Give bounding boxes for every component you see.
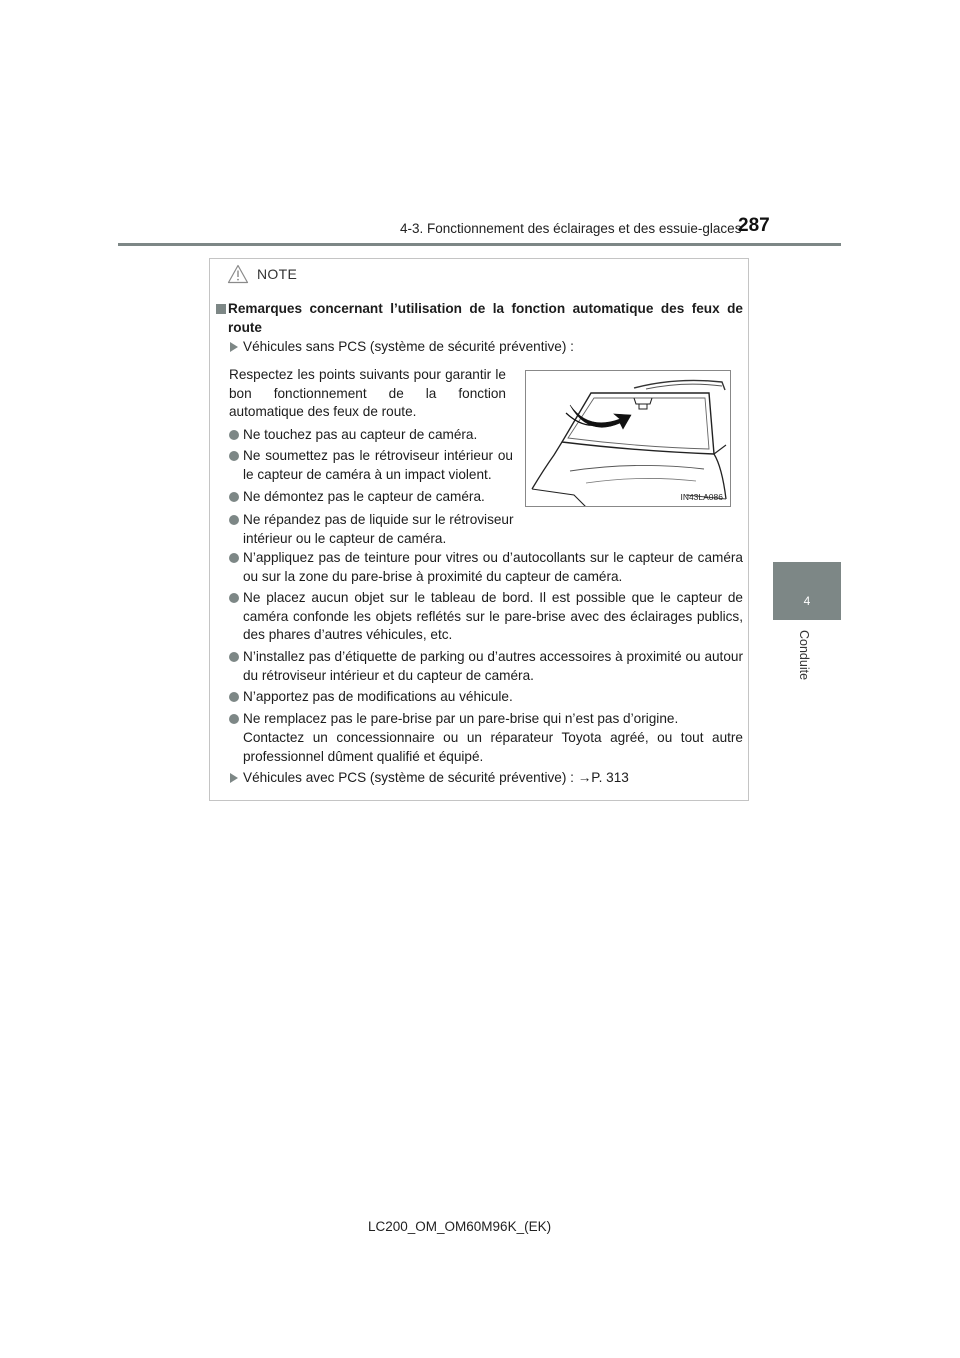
note-title: NOTE [257, 266, 298, 282]
arrow-bullet-icon [230, 342, 238, 352]
subheading-without-pcs [230, 338, 743, 357]
subheading-with-pcs-text[interactable]: Véhicules avec PCS (système de sécurité préventive) : →P. 313 [243, 770, 629, 785]
bullet-item [229, 488, 506, 507]
figure-code: IN43LA086 [680, 492, 723, 502]
chapter-label: Conduite [797, 630, 811, 681]
square-bullet-icon [216, 304, 226, 314]
round-bullet-icon [229, 492, 239, 502]
intro-paragraph: Respectez les points suivants pour garantir le bon fonctionnement de la fonction automatique des feux de route. [229, 367, 506, 420]
note-section [216, 300, 743, 337]
windshield-camera-figure [525, 370, 731, 507]
bullet-text: Ne démontez pas le capteur de caméra. [243, 489, 485, 504]
bullet-text: N’appliquez pas de teinture pour vitres ou d’autocollants sur le capteur de caméra ou sur la zone du pare-brise à proximité du capteur de caméra. [243, 550, 743, 584]
bullet-text: Ne placez aucun objet sur le tableau de bord. Il est possible que le capteur de caméra confonde les objets reflétés sur le pare-brise avec des éclairages publics, des phares d’autres véhicules, etc. [243, 590, 743, 643]
header-rule [118, 243, 841, 246]
bullet-item [229, 688, 743, 707]
subheading-with-pcs [230, 769, 743, 788]
warning-triangle-icon [227, 264, 249, 284]
chapter-number: 4 [803, 594, 811, 608]
page-number: 287 [738, 215, 770, 236]
chapter-tab[interactable] [773, 562, 841, 620]
round-bullet-icon [229, 593, 239, 603]
bullet-text: Ne répandez pas de liquide sur le rétroviseur intérieur ou le capteur de caméra. [243, 512, 514, 546]
bullet-item [229, 589, 743, 645]
contact-paragraph: Contactez un concessionnaire ou un réparateur Toyota agréé, ou tout autre professionnel dûment qualifié et équipé. [243, 730, 743, 764]
bullet-text: Ne soumettez pas le rétroviseur intérieur ou le capteur de caméra à un impact violent. [243, 448, 513, 482]
subheading-without-pcs-text: Véhicules sans PCS (système de sécurité préventive) : [243, 339, 574, 354]
bullet-text: Ne touchez pas au capteur de caméra. [243, 427, 478, 442]
round-bullet-icon [229, 553, 239, 563]
bullet-text: N’apportez pas de modifications au véhicule. [243, 689, 513, 704]
round-bullet-icon [229, 451, 239, 461]
bullet-text: Ne remplacez pas le pare-brise par un pare-brise qui n’est pas d’origine. [243, 711, 679, 726]
note-header [227, 261, 297, 287]
arrow-bullet-icon [230, 773, 238, 783]
bullet-item [229, 710, 743, 729]
footer-document-code: LC200_OM_OM60M96K_(EK) [368, 1219, 552, 1234]
round-bullet-icon [229, 692, 239, 702]
header-section-title: 4-3. Fonctionnement des éclairages et des essuie-glaces [400, 221, 742, 236]
bullet-item [229, 648, 743, 685]
bullet-item [229, 426, 506, 445]
round-bullet-icon [229, 430, 239, 440]
round-bullet-icon [229, 652, 239, 662]
bullet-item [229, 511, 516, 548]
bullet-item [229, 447, 513, 484]
note-section-title: Remarques concernant l’utilisation de la fonction automatique des feux de route [228, 301, 743, 335]
round-bullet-icon [229, 515, 239, 525]
round-bullet-icon [229, 714, 239, 724]
windshield-camera-illustration [526, 371, 731, 507]
bullet-item [229, 549, 743, 586]
bullet-text: N’installez pas d’étiquette de parking ou d’autres accessoires à proximité ou autour du rétroviseur intérieur et du capteur de caméra. [243, 649, 743, 683]
